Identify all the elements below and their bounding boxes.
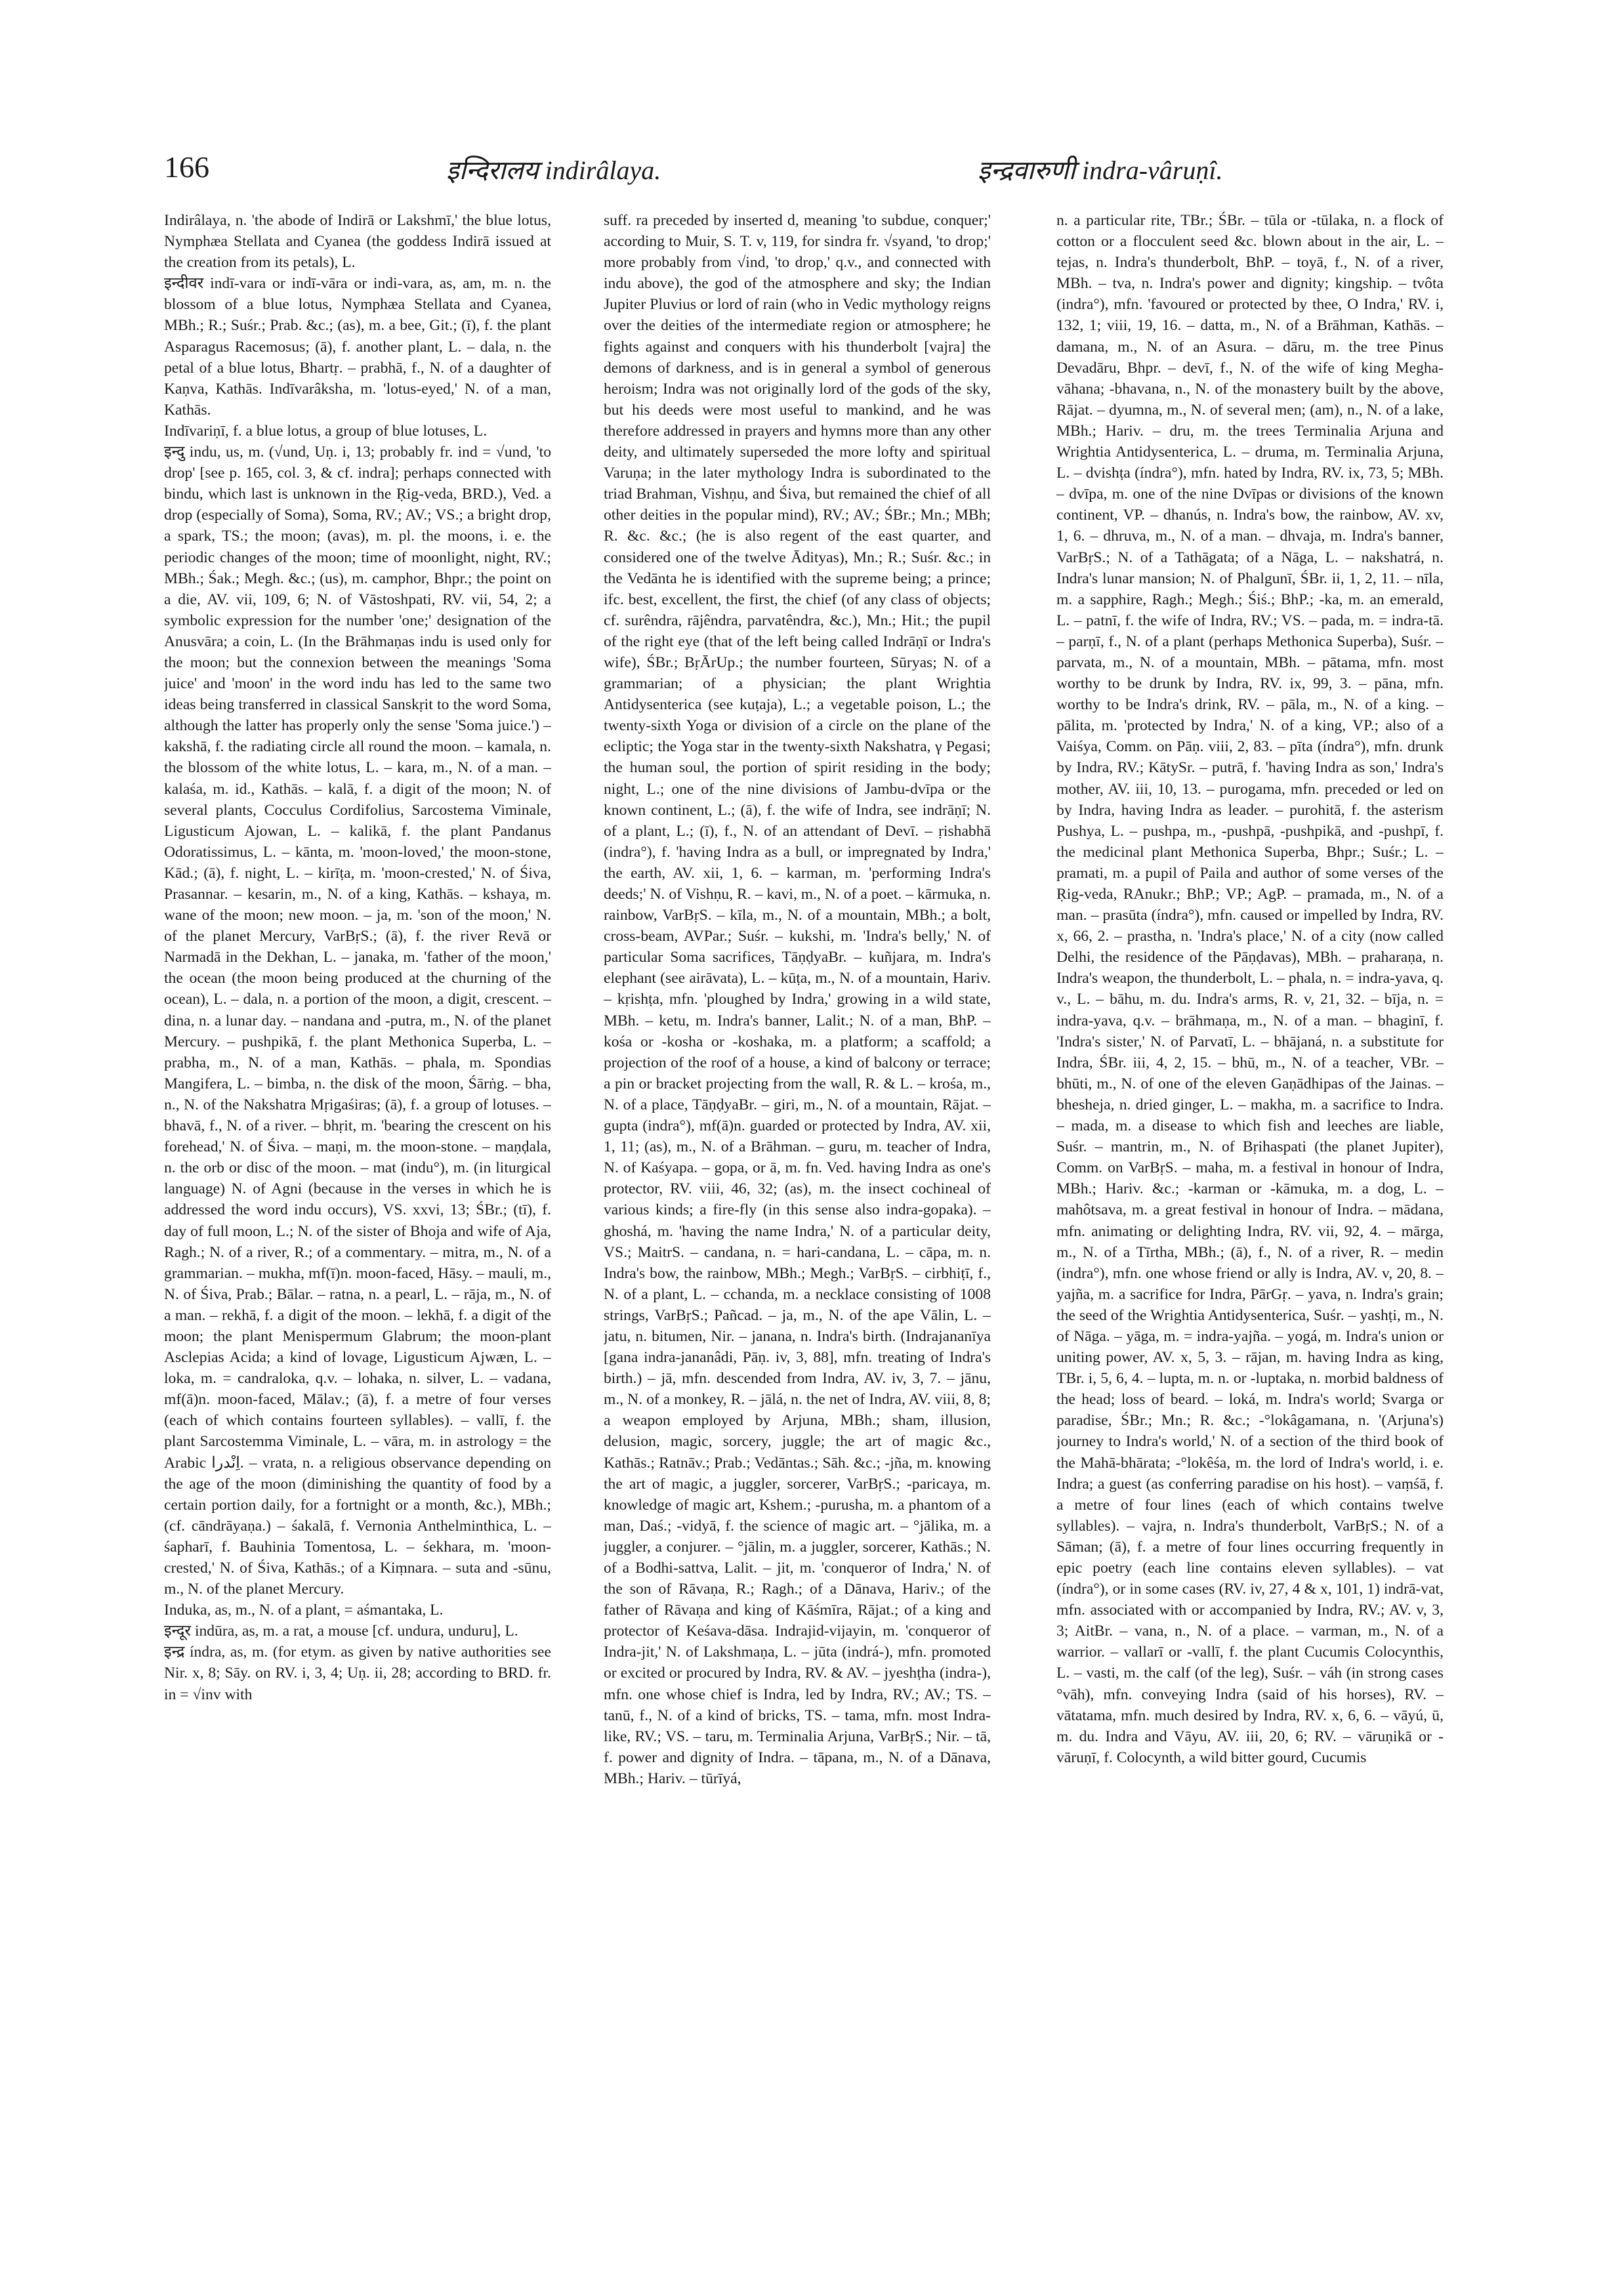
entry: इन्दूर indūra, as, m. a rat, a mouse [cf. undura, unduru], L. [164,1623,518,1640]
page-number: 166 [164,150,209,184]
left-running-head: इन्दिरालय indirâlaya. [446,155,661,185]
entry: इन्द्र índra, as, m. (for etym. as given by native authorities see Nir. x, 8; Sāy. on RV. i, 3, 4; Uṇ. ii, 28; according to BRD. fr. in = √inv with [164,1644,551,1703]
column-1 [164,210,551,2231]
column-2 [604,210,991,2231]
entry: suff. ra preceded by inserted d, meaning 'to subdue, conquer;' according to Muir, S. T. v, 119, for sindra fr. √syand, 'to drop;' more probably from √ind, 'to drop,' q.v., and connected with indu above), the god of the atmosphere and sky; the Indian Jupiter Pluvius or lord of rain (who in Vedic mythology reigns over the deities of the intermediate region or atmosphere; he fights against and conquers with his thunderbolt [vajra] the demons of darkness, and is in general a symbol of generous heroism; Indra was not originally lord of the gods of the sky, but his deeds were most useful to mankind, and he was therefore addressed in prayers and hymns more than any other deity, and ultimately superseded the more lofty and spiritual Varuṇa; in the later mythology Indra is subordinated to the triad Brahman, Vishṇu, and Śiva, but remained the chief of all other deities in the popular mind), RV.; AV.; ŚBr.; Mn.; MBh; R. &c. &c.; (he is also regent of the east quarter, and considered one of the twelve Ādityas), Mn.; R.; Suśr. &c.; in the Vedānta he is identified with the supreme being; a prince; ifc. best, excellent, the first, the chief (of any class of objects; cf. surêndra, rājêndra, parvatêndra, &c.), Mn.; Hit.; the pupil of the right eye (that of the left being called Indrāṇī or Indra's wife), ŚBr.; BṛĀrUp.; the number fourteen, Sūryas; N. of a grammarian; of a physician; the plant Wrightia Antidysenterica (see kuṭaja), L.; a vegetable poison, L.; the twenty-sixth Yoga or division of a circle on the plane of the ecliptic; the Yoga star in the twenty-sixth Nakshatra, γ Pegasi; the human soul, the portion of spirit residing in the body; night, L.; one of the nine divisions of Jambu-dvīpa or the known continent, L.; (ā), f. the wife of Indra, see indrāṇī; N. of a plant, L.; (ī), f., N. of an attendant of Devī. – ṛishabhā (indra°), f. 'having Indra as a bull, or impregnated by Indra,' the earth, AV. xii, 1, 6. – karman, m. 'performing Indra's deeds;' N. of Vishṇu, R. – kavi, m., N. of a poet. – kārmuka, n. rainbow, VarBṛS. – kīla, m., N. of a mountain, MBh.; a bolt, cross-beam, AVPar.; Suśr. – kukshi, m. 'Indra's belly,' N. of particular Soma sacrifices, TāṇḍyaBr. – kuñjara, m. Indra's elephant (see airāvata), L. – kūṭa, m., N. of a mountain, Hariv. – kṛishṭa, mfn. 'ploughed by Indra,' growing in a wild state, MBh. – ketu, m. Indra's banner, Lalit.; N. of a man, BhP. – kośa or -kosha or -koshaka, m. a platform; a scaffold; a projection of the roof of a house, a kind of balcony or terrace; a pin or bracket projecting from the wall, R. & L. – krośa, m., N. of a place, TāṇḍyaBr. – giri, m., N. of a mountain, Rājat. – gupta (indra°), mf(ā)n. guarded or protected by Indra, AV. xii, 1, 11; (as), m., N. of a Brāhman. – guru, m. teacher of Indra, N. of Kaśyapa. – gopa, or ā, m. fn. Ved. having Indra as one's protector, RV. viii, 46, 32; (as), m. the insect cochineal of various kinds; a fire-fly (in this sense also indra-gopaka). – ghoshá, m. 'having the name Indra,' N. of a particular deity, VS.; MaitrS. – candana, n. = hari-candana, L. – cāpa, m. n. Indra's bow, the rainbow, MBh.; Megh.; VarBṛS. – cirbhiṭī, f., N. of a plant, L. – cchanda, m. a necklace consisting of 1008 strings, VarBṛS.; Pañcad. – ja, m., N. of the ape Vālin, L. – jatu, n. bitumen, Nir. – janana, n. Indra's birth. (Indrajananīya [gana indra-jananâdi, Pāṇ. iv, 3, 88], mfn. treating of Indra's birth.) – jā, mfn. descended from Indra, AV. iv, 3, 7. – jānu, m., N. of a monkey, R. – jālá, n. the net of Indra, AV. viii, 8, 8; a weapon employed by Arjuna, MBh.; sham, illusion, delusion, magic, sorcery, juggle; the art of magic &c., Kathās.; Ratnāv.; Prab.; Vedāntas.; Sāh. &c.; -jña, m. knowing the art of magic, a juggler, sorcerer, VarBṛS.; -paricaya, m. knowledge of magic art, Kshem.; -purusha, m. a phantom of a man, Daś.; -vidyā, f. the science of magic art. – °jālika, m. a juggler, a conjurer. – °jālin, m. a juggler, sorcerer, Kathās.; N. of a Bodhi-sattva, Lalit. – jit, m. 'conqueror of Indra,' N. of the son of Rāvaṇa, R.; Ragh.; of a Dānava, Hariv.; of the father of Rāvaṇa and king of Kāśmīra, Rājat.; of a king and protector of Keśava-dāsa. Indrajid-vijayin, m. 'conqueror of Indra-jit,' N. of Lakshmaṇa, L. – jūta (indrá-), mfn. promoted or excited or procured by Indra, RV. & AV. – jyeshṭha (indra-), mfn. one whose chief is Indra, led by Indra, RV.; AV.; TS. – tanū, f., N. of a kind of bricks, TS. – tama, mfn. most Indra-like, RV.; VS. – taru, m. Terminalia Arjuna, VarBṛS.; Nir. – tā, f. power and dignity of Indra. – tāpana, m., N. of a Dānava, MBh.; Hariv. – tūrīyá, [604,212,991,1787]
entry: Induka, as, m., N. of a plant, = aśmantaka, L. [164,1602,444,1619]
entry: इन्दीवर indī-vara or indī-vāra or indi-vara, as, am, m. n. the blossom of a blue lotus, Nymphæa Stellata and Cyanea, MBh.; R.; Suśr.; Prab. &c.; (as), m. a bee, Git.; (ī), f. the plant Asparagus Racemosus; (ā), f. another plant, L. – dala, n. the petal of a blue lotus, Bhartṛ. – prabhā, f., N. of a daughter of Kaṇva, Kathās. Indīvarâksha, m. 'lotus-eyed,' N. of a man, Kathās. [164,275,551,419]
entry: Indirâlaya, n. 'the abode of Indirā or Lakshmī,' the blue lotus, Nymphæa Stellata and Cyanea (the goddess Indirā issued at the creation from its petals), L. [164,212,551,272]
entry: इन्दु indu, us, m. (√und, Uṇ. i, 13; probably fr. ind = √und, 'to drop' [see p. 165, col. 3, & cf. indra]; perhaps connected with bindu, which last is unknown in the Ṛig-veda, BRD.), Ved. a drop (especially of Soma), Soma, RV.; AV.; VS.; a bright drop, a spark, TS.; the moon; (avas), m. pl. the moons, i. e. the periodic changes of the moon; time of moonlight, night, RV.; MBh.; Śak.; Megh. &c.; (us), m. camphor, Bhpr.; the point on a die, AV. vii, 109, 6; N. of Vāstoshpati, RV. vii, 54, 2; a symbolic expression for the number 'one;' designation of the Anusvāra; a coin, L. (In the Brāhmaṇas indu is used only for the moon; but the connexion between the meanings 'Soma juice' and 'moon' in the word indu has led to the same two ideas being transferred in classical Sanskṛit to the word Soma, although the latter has properly only the sense 'Soma juice.') – kakshā, f. the radiating circle all round the moon. – kamala, n. the blossom of the white lotus, L. – kara, m., N. of a man. – kalaśa, m. id., Kathās. – kalā, f. a digit of the moon; N. of several plants, Cocculus Cordifolius, Sarcostema Viminale, Ligusticum Ajowan, L. – kalikā, f. the plant Pandanus Odoratissimus, L. – kānta, m. 'moon-loved,' the moon-stone, Kād.; (ā), f. night, L. – kirīṭa, m. 'moon-crested,' N. of Śiva, Prasannar. – kesarin, m., N. of a king, Kathās. – kshaya, m. wane of the moon; new moon. – ja, m. 'son of the moon,' N. of the planet Mercury, VarBṛS.; (ā), f. the river Revā or Narmadā in the Dekhan, L. – janaka, m. 'father of the moon,' the ocean (the moon being produced at the churning of the ocean), L. – dala, n. a portion of the moon, a digit, crescent. – dina, n. a lunar day. – nandana and -putra, m., N. of the planet Mercury. – pushpikā, f. the plant Methonica Superba, L. – prabha, m., N. of a man, Kathās. – phala, m. Spondias Mangifera, L. – bimba, n. the disk of the moon, Śārṅg. – bha, n., N. of the Nakshatra Mṛigaśiras; (ā), f. a group of lotuses. – bhavā, f., N. of a river. – bhṛit, m. 'bearing the crescent on his forehead,' N. of Śiva. – maṇi, m. the moon-stone. – maṇḍala, n. the orb or disc of the moon. – mat (indu°), m. (in liturgical language) N. of Agni (because in the verses in which he is addressed the word indu occurs), VS. xxvi, 13; ŚBr.; (tī), f. day of full moon, L.; N. of the sister of Bhoja and wife of Aja, Ragh.; N. of a river, R.; of a commentary. – mitra, m., N. of a grammarian. – mukha, mf(ī)n. moon-faced, Hāsy. – mauli, m., N. of Śiva, Prab.; Bālar. – ratna, n. a pearl, L. – rāja, m., N. of a man. – rekhā, f. a digit of the moon. – lekhā, f. a digit of the moon; the plant Menispermum Glabrum; the moon-plant Asclepias Acida; a kind of lovage, Ligusticum Ajwæn, L. – loka, m. = candraloka, q.v. – lohaka, n. silver, L. – vadana, mf(ā)n. moon-faced, Mālav.; (ā), f. a metre of four verses (each of which contains fourteen syllables). – vallī, f. the plant Sarcostemma Viminale, L. – vāra, m. in astrology = the Arabic ‏اِنْدرا‎. – vrata, n. a religious observance depending on the age of the moon (diminishing the quantity of food by a certain portion daily, for a fortnight or a month, &c.), MBh.; (cf. cāndrāyaṇa.) – śakalā, f. Vernonia Anthelminthica, L. – śapharī, f. Bauhinia Tomentosa, L. – śekhara, m. 'moon-crested,' N. of Śiva, Kathās.; of a Kiṃnara. – suta and -sūnu, m., N. of the planet Mercury. [164,444,551,1598]
entry: Indīvariṇī, f. a blue lotus, a group of blue lotuses, L. [164,422,488,440]
page-header [164,150,1463,196]
entry: n. a particular rite, TBr.; ŚBr. – tūla or -tūlaka, n. a flock of cotton or a flocculent seed &c. blown about in the air, L. – tejas, n. Indra's thunderbolt, BhP. – toyā, f., N. of a river, MBh. – tva, n. Indra's power and dignity; kingship. – tvôta (indra°), mfn. 'favoured or protected by thee, O Indra,' RV. i, 132, 1; viii, 19, 16. – datta, m., N. of a Brāhman, Kathās. – damana, m., N. of an Asura. – dāru, m. the tree Pinus Devadāru, Bhpr. – devī, f., N. of the wife of king Megha-vāhana; -bhavana, n., N. of the monastery built by the above, Rājat. – dyumna, m., N. of several men; (am), n., N. of a lake, MBh.; Hariv. – dru, m. the trees Terminalia Arjuna and Wrightia Antidysenterica, L. – druma, m. Terminalia Arjuna, L. – dvishṭa (índra°), mfn. hated by Indra, RV. ix, 73, 5; MBh. – dvīpa, m. one of the nine Dvīpas or divisions of the known continent, VP. – dhanús, n. Indra's bow, the rainbow, AV. xv, 1, 6. – dhruva, m., N. of a man. – dhvaja, m. Indra's banner, VarBṛS.; N. of a Tathāgata; of a Nāga, L. – nakshatrá, n. Indra's lunar mansion; N. of Phalgunī, ŚBr. ii, 1, 2, 11. – nīla, m. a sapphire, Ragh.; Megh.; Śiś.; BhP.; -ka, m. an emerald, L. – patnī, f. the wife of Indra, RV.; VS. – pada, m. = indra-tā. – parṇī, f., N. of a plant (perhaps Methonica Superba), Suśr. – parvata, m., N. of a mountain, MBh. – pātama, mfn. most worthy to be drunk by Indra, RV. ix, 99, 3. – pāna, mfn. worthy to be Indra's drink, RV. – pāla, m., N. of a king. – pālita, m. 'protected by Indra,' N. of a king, VP.; also of a Vaiśya, Comm. on Pāṇ. viii, 2, 83. – pīta (índra°), mfn. drunk by Indra, RV.; KātySr. – putrā, f. 'having Indra as son,' Indra's mother, AV. iii, 10, 13. – purogama, mfn. preceded or led on by Indra, having Indra as leader. – purohitā, f. the asterism Pushya, L. – pushpa, m., -pushpā, -pushpikā, and -pushpī, f. the medicinal plant Methonica Superba, Bhpr.; Suśr.; L. – pramati, m. a pupil of Paila and author of some verses of the Ṛig-veda, RAnukr.; BhP.; VP.; AgP. – pramada, m., N. of a man. – prasūta (índra°), mfn. caused or impelled by Indra, RV. x, 66, 2. – prastha, n. 'Indra's place,' N. of a city (now called Delhi, the residence of the Pāṇḍavas), MBh. – praharaṇa, n. Indra's weapon, the thunderbolt, L. – phala, n. = indra-yava, q. v., L. – bāhu, m. du. Indra's arms, R. v, 21, 32. – bīja, n. = indra-yava, q.v. – brāhmaṇa, m., N. of a man. – bhaginī, f. 'Indra's sister,' N. of Parvatī, L. – bhājaná, n. a substitute for Indra, ŚBr. iii, 4, 2, 15. – bhū, m., N. of a teacher, VBr. – bhūti, m., N. of one of the eleven Gaṇādhipas of the Jainas. – bhesheja, n. dried ginger, L. – makha, m. a sacrifice to Indra. – mada, m. a disease to which fish and leeches are liable, Suśr. – mantrin, m., N. of Bṛihaspati (the planet Jupiter), Comm. on VarBṛS. – maha, m. a festival in honour of Indra, MBh.; Hariv. &c.; -karman or -kāmuka, m. a dog, L. – mahôtsava, m. a great festival in honour of Indra. – mādana, mfn. animating or delighting Indra, RV. vii, 92, 4. – mārga, m., N. of a Tīrtha, MBh.; (ā), f., N. of a river, R. – medin (indra°), mfn. one whose friend or ally is Indra, AV. v, 20, 8. – yajña, m. a sacrifice for Indra, PārGṛ. – yava, n. Indra's grain; the seed of the Wrightia Antidysenterica, Suśr. – yashṭi, m., N. of Nāga. – yāga, m. = indra-yajña. – yogá, m. Indra's union or uniting power, AV. x, 5, 3. – rājan, m. having Indra as king, TBr. i, 5, 6, 4. – lupta, m. n. or -luptaka, n. morbid baldness of the head; loss of beard. – loká, m. Indra's world; Svarga or paradise, ŚBr.; Mn.; R. &c.; -°lokâgamana, n. '(Arjuna's) journey to Indra's world,' N. of a section of the third book of the Mahā-bhārata; -°lokêśa, m. the lord of Indra's world, i. e. Indra; a guest (as conferring paradise on his host). – vaṃśā, f. a metre of four lines (each of which contains twelve syllables). – vajra, n. Indra's thunderbolt, VarBṛS.; N. of a Sāman; (ā), f. a metre of four lines occurring frequently in epic poetry (each line contains eleven syllables). – vat (índra°), or in some cases (RV. iv, 27, 4 & x, 101, 1) indrā-vat, mfn. associated with or accompanied by Indra, RV.; AV. v, 3, 3; AitBr. – vana, n., N. of a place. – varman, m., N. of a warrior. – vallarī or -vallī, f. the plant Cucumis Colocynthis, L. – vasti, m. the calf (of the leg), Suśr. – váh (in strong cases °vāh), mfn. conveying Indra (said of his horses), RV. – vātatama, mfn. much desired by Indra, RV. x, 6, 6. – vāyú, ū, m. du. Indra and Vāyu, AV. iii, 20, 6; RV. – vāruṇikā or -vāruṇī, f. Colocynth, a wild bitter gourd, Cucumis [1056,212,1444,1766]
column-3 [1056,210,1444,2231]
right-running-head: इन्द्रवारुणी indra-vâruṇî. [978,155,1223,185]
